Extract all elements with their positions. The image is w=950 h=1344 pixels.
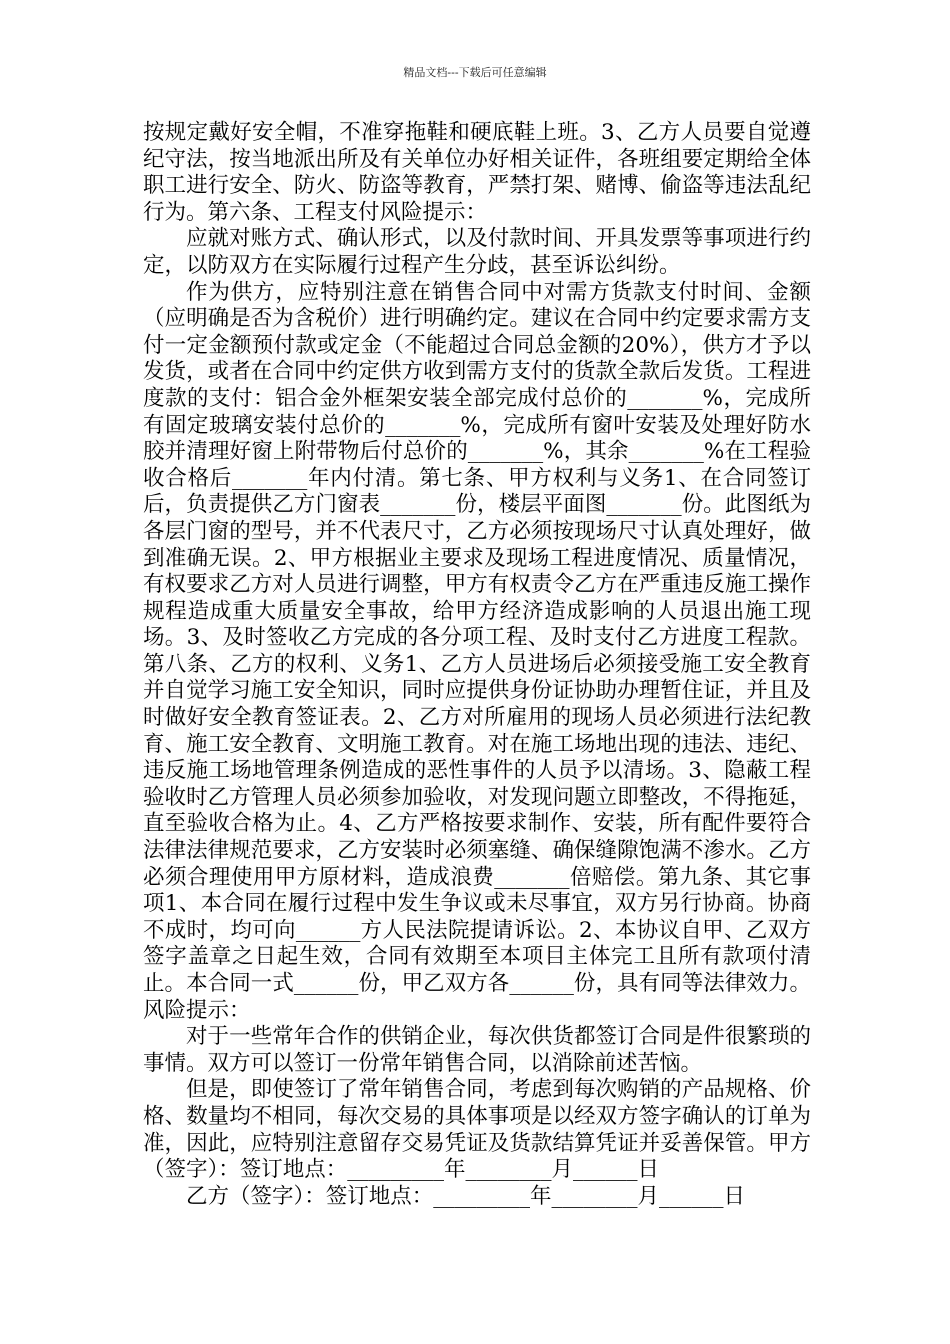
page-header: 精品文档---下载后可任意编辑 [403, 66, 547, 79]
paragraph-long-term-contract: 对于一些常年合作的供销企业，每次供货都签订合同是件很繁琐的事情。双方可以签订一份常年销售合同，以消除前述苦恼。 [143, 1024, 811, 1076]
paragraph-party-a-signature: 但是，即使签订了常年销售合同，考虑到每次购销的产品规格、价格、数量均不相同，每次交易的具体事项是以经双方签字确认的订单为准，因此，应特别注意留存交易凭证及货款结算凭证并妥善保管。甲方（签字）：签订地点：_________年________月______日 [143, 1077, 811, 1183]
paragraph-safety-rules: 按规定戴好安全帽，不准穿拖鞋和硬底鞋上班。3、乙方人员要自觉遵纪守法，按当地派出所及有关单位办好相关证件，各班组要定期给全体职工进行安全、防火、防盗等教育，严禁打架、赌博、偷盗等违法乱纪行为。第六条、工程支付风险提示： [143, 120, 811, 225]
paragraph-party-b-signature: 乙方（签字）：签订地点：_________年________月______日 [186, 1183, 746, 1209]
paragraph-reconciliation: 应就对账方式、确认形式，以及付款时间、开具发票等事项进行约定，以防双方在实际履行过程产生分歧，甚至诉讼纠纷。 [143, 226, 811, 278]
paragraph-payment-terms: 作为供方，应特别注意在销售合同中对需方货款支付时间、金额（应明确是否为含税价）进行明确约定。建议在合同中约定要求需方支付一定金额预付款或定金（不能超过合同总金额的20%），供方才予以发货，或者在合同中约定供方收到需方支付的货款全款后发货。工程进度款的支付：铝合金外框架安装全部完成付总价的_______%，完成所有固定玻璃安装付总价的_______%，完成所有窗叶安装及处理好防水胶并清理好窗上附带物后付总价的_______%，其余_______%在工程验收合格后_______年内付清。第七条、甲方权利与义务1、在合同签订后，负责提供乙方门窗表_______份，楼层平面图_______份。此图纸为各层门窗的型号，并不代表尺寸，乙方必须按现场尺寸认真处理好，做到准确无误。2、甲方根据业主要求及现场工程进度情况、质量情况，有权要求乙方对人员进行调整，甲方有权责令乙方在严重违反施工操作规程造成重大质量安全事故，给甲方经济造成影响的人员退出施工现场。3、及时签收乙方完成的各分项工程、及时支付乙方进度工程款。第八条、乙方的权利、义务1、乙方人员进场后必须接受施工安全教育并自觉学习施工安全知识，同时应提供身份证协助办理暂住证，并且及时做好安全教育签证表。2、乙方对所雇用的现场人员必须进行法纪教育、施工安全教育、文明施工教育。对在施工场地出现的违法、违纪、违反施工场地管理条例造成的恶性事件的人员予以清场。3、隐蔽工程验收时乙方管理人员必须参加验收，对发现问题立即整改，不得拖延，直至验收合格为止。4、乙方严格按要求制作、安装，所有配件要符合法律法律规范要求，乙方安装时必须塞缝、确保缝隙饱满不渗水。乙方必须合理使用甲方原材料，造成浪费_______倍赔偿。第九条、其它事项1、本合同在履行过程中发生争议或未尽事宜，双方另行协商。协商不成时，均可向______方人民法院提请诉讼。2、本协议自甲、乙双方签字盖章之日起生效，合同有效期至本项目主体完工且所有款项付清止。本合同一式______份，甲乙双方各______份，具有同等法律效力。风险提示： [143, 279, 811, 1023]
document-body [143, 120, 811, 1210]
